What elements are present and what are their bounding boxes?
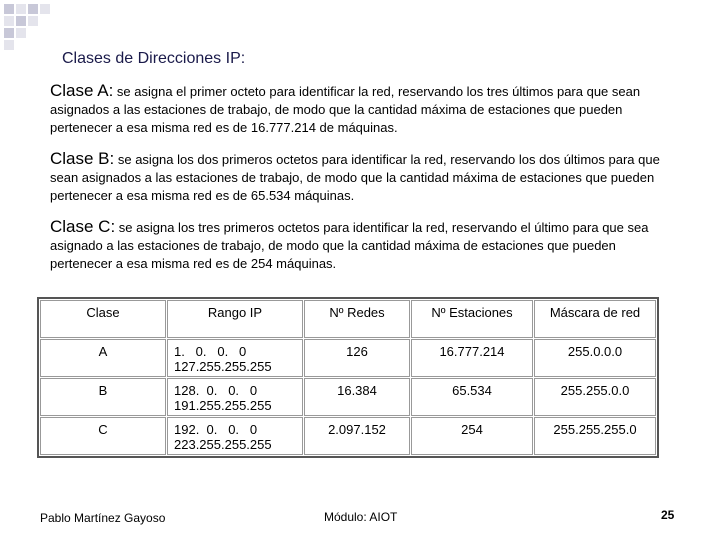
cell-rango bbox=[167, 378, 303, 416]
cell-rango bbox=[167, 339, 303, 377]
paragraph-text: se asigna los tres primeros octetos para identificar la red, reservando el último para que sea asignado a las estaciones de trabajo, de modo que la cantidad máxima de estaciones que pueden pertenecer a esa misma red es de 254 máquinas. bbox=[50, 220, 649, 271]
paragraph-lead: Clase C: bbox=[50, 217, 116, 236]
paragraph-class-b bbox=[50, 150, 680, 205]
paragraph-class-c bbox=[50, 218, 680, 273]
cell-mascara: 255.255.0.0 bbox=[534, 378, 656, 416]
header-mascara: Máscara de red bbox=[534, 300, 656, 338]
paragraph-text: se asigna los dos primeros octetos para identificar la red, reservando los dos últimos para que sean asignados a las estaciones de trabajo, de modo que la cantidad máxima de estaciones que pueden pertenecer a esa misma red es de 65.534 máquinas. bbox=[50, 152, 660, 203]
rango-start: 192. 0. 0. 0 bbox=[174, 422, 258, 437]
rango-end: 127.255.255.255 bbox=[174, 359, 272, 374]
cell-estaciones: 254 bbox=[411, 417, 533, 455]
cell-rango bbox=[167, 417, 303, 455]
rango-end: 223.255.255.255 bbox=[174, 437, 272, 452]
paragraph-lead: Clase B: bbox=[50, 149, 115, 168]
cell-clase: C bbox=[40, 417, 166, 455]
ip-classes-table bbox=[37, 297, 659, 458]
cell-mascara: 255.255.255.0 bbox=[534, 417, 656, 455]
cell-estaciones: 16.777.214 bbox=[411, 339, 533, 377]
table-row bbox=[40, 339, 656, 377]
cell-estaciones: 65.534 bbox=[411, 378, 533, 416]
rango-start: 1. 0. 0. 0 bbox=[174, 344, 247, 359]
cell-redes: 126 bbox=[304, 339, 410, 377]
page-number: 25 bbox=[661, 508, 675, 522]
paragraph-class-a bbox=[50, 82, 680, 137]
header-rango-ip: Rango IP bbox=[167, 300, 303, 338]
cell-clase: B bbox=[40, 378, 166, 416]
cell-mascara: 255.0.0.0 bbox=[534, 339, 656, 377]
slide-title: Clases de Direcciones IP: bbox=[62, 50, 246, 67]
paragraph-lead: Clase A: bbox=[50, 81, 114, 100]
corner-decoration bbox=[0, 0, 60, 50]
table-row bbox=[40, 417, 656, 455]
header-redes: Nº Redes bbox=[304, 300, 410, 338]
cell-redes: 2.097.152 bbox=[304, 417, 410, 455]
cell-redes: 16.384 bbox=[304, 378, 410, 416]
footer-author: Pablo Martínez Gayoso bbox=[40, 511, 166, 525]
header-estaciones: Nº Estaciones bbox=[411, 300, 533, 338]
paragraph-text: se asigna el primer octeto para identificar la red, reservando los tres últimos para que sean asignados a las estaciones de trabajo, de modo que la cantidad máxima de estaciones que pueden pertenecer a esa misma red es de 16.777.214 de máquinas. bbox=[50, 84, 641, 135]
table-row bbox=[40, 378, 656, 416]
rango-start: 128. 0. 0. 0 bbox=[174, 383, 258, 398]
footer-module: Módulo: AIOT bbox=[324, 510, 398, 524]
cell-clase: A bbox=[40, 339, 166, 377]
rango-end: 191.255.255.255 bbox=[174, 398, 272, 413]
table-header-row bbox=[40, 300, 656, 338]
header-clase: Clase bbox=[40, 300, 166, 338]
